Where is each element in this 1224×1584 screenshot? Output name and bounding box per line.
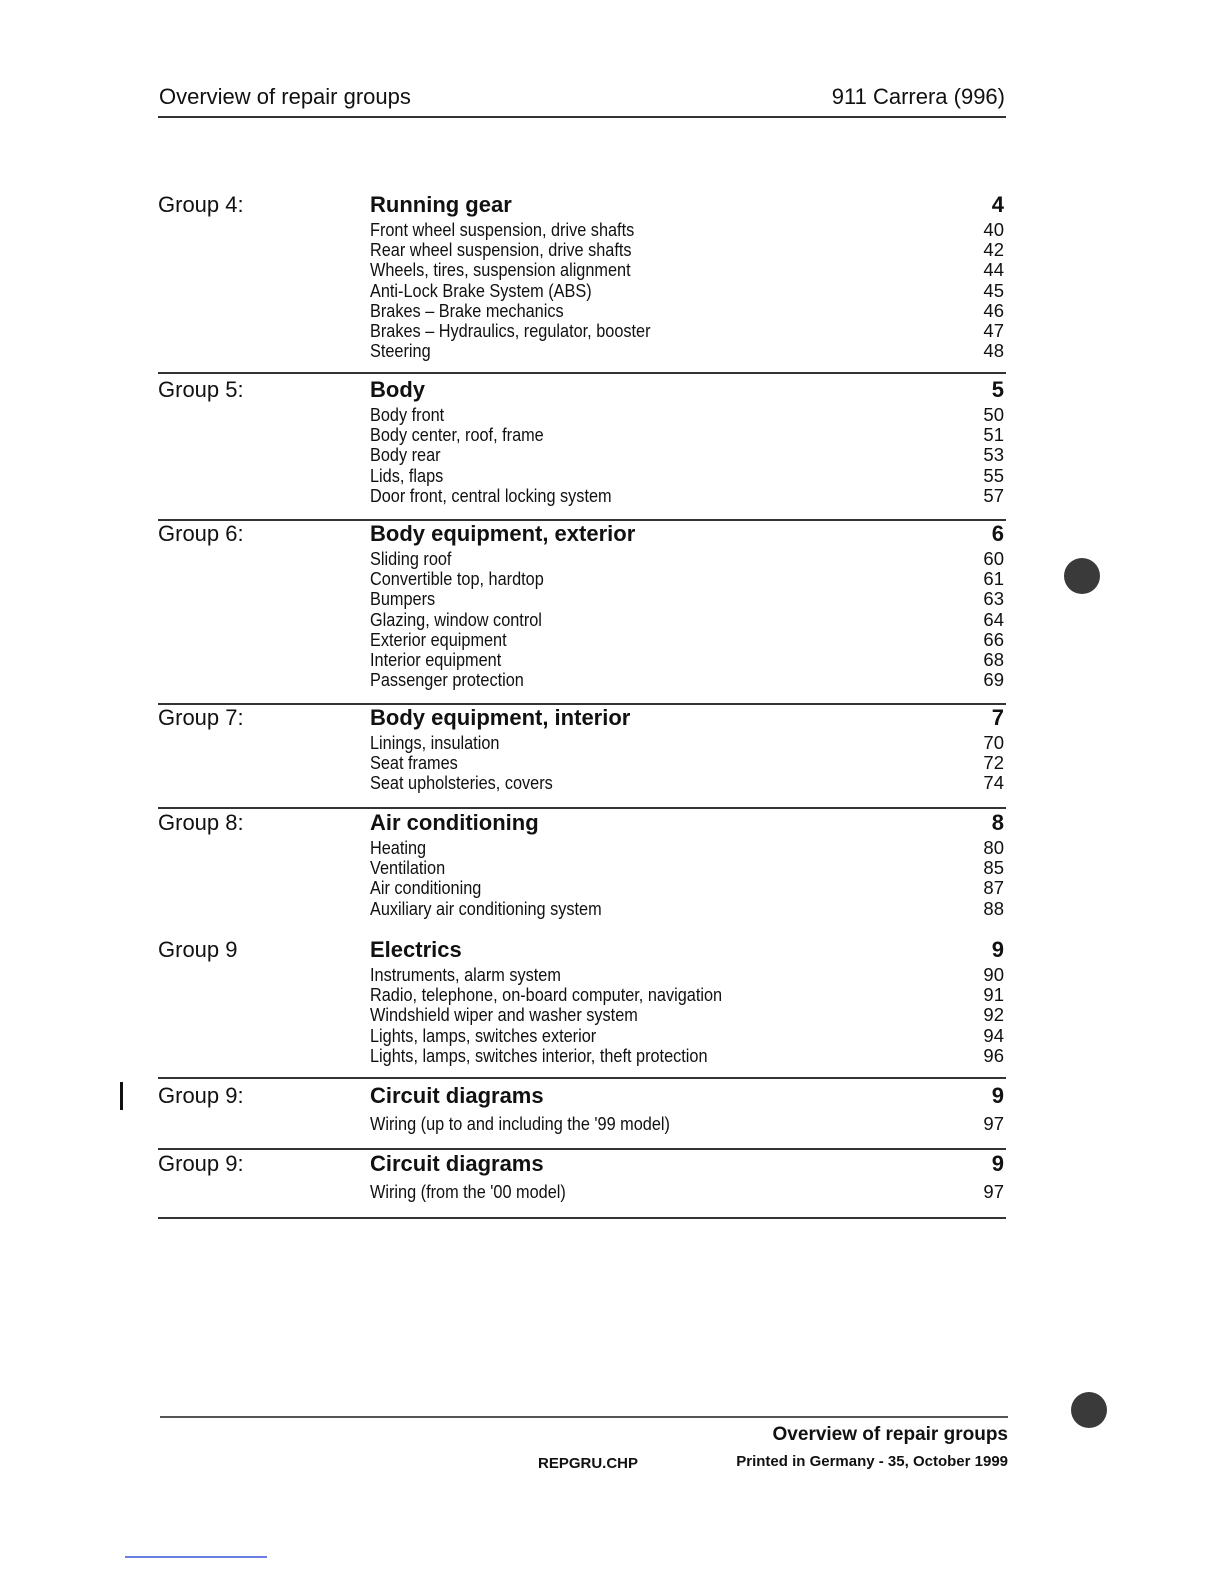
list-item bbox=[370, 445, 1006, 465]
item-label: Passenger protection bbox=[370, 669, 524, 691]
item-number: 45 bbox=[983, 279, 1004, 301]
list-item bbox=[370, 240, 1006, 260]
item-number: 64 bbox=[983, 608, 1004, 630]
group-number: 8 bbox=[991, 810, 1004, 835]
item-label: Air conditioning bbox=[370, 877, 482, 899]
group-number: 9 bbox=[991, 937, 1004, 962]
item-label: Glazing, window control bbox=[370, 608, 542, 630]
list-item bbox=[370, 301, 1006, 321]
list-item bbox=[370, 569, 1006, 589]
item-number: 96 bbox=[983, 1044, 1004, 1066]
binder-hole-icon bbox=[1071, 1392, 1107, 1428]
list-item bbox=[370, 878, 1006, 898]
item-label: Anti-Lock Brake System (ABS) bbox=[370, 279, 592, 301]
item-number: 90 bbox=[983, 964, 1004, 985]
list-item bbox=[370, 753, 1006, 773]
item-number: 48 bbox=[983, 340, 1004, 362]
item-number: 63 bbox=[983, 588, 1004, 610]
group-number: 5 bbox=[991, 377, 1004, 402]
group-items bbox=[370, 1182, 1006, 1202]
item-number: 47 bbox=[983, 319, 1004, 341]
item-label: Auxiliary air conditioning system bbox=[370, 897, 602, 919]
item-number: 97 bbox=[983, 1113, 1004, 1134]
list-item bbox=[370, 486, 1006, 506]
list-item bbox=[370, 1026, 1006, 1046]
item-label: Door front, central locking system bbox=[370, 484, 612, 506]
group-items bbox=[370, 733, 1006, 794]
item-label: Seat frames bbox=[370, 752, 458, 774]
item-label: Front wheel suspension, drive shafts bbox=[370, 219, 635, 240]
group-number: 9 bbox=[991, 1151, 1004, 1176]
footer-title: Overview of repair groups bbox=[772, 1424, 1008, 1445]
group-title: Running gear bbox=[370, 192, 512, 217]
group-title: Circuit diagrams bbox=[370, 1151, 544, 1176]
group-number: 4 bbox=[991, 192, 1004, 217]
footer-rule bbox=[160, 1416, 1008, 1418]
item-number: 44 bbox=[983, 259, 1004, 281]
item-label: Rear wheel suspension, drive shafts bbox=[370, 239, 632, 261]
group-divider bbox=[158, 1148, 1006, 1150]
item-number: 60 bbox=[983, 548, 1004, 569]
group-label: Group 7: bbox=[158, 705, 244, 730]
item-number: 50 bbox=[983, 404, 1004, 425]
group-title: Electrics bbox=[370, 937, 462, 962]
item-number: 55 bbox=[983, 464, 1004, 486]
footer-filename: REPGRU.CHP bbox=[538, 1455, 639, 1472]
item-label: Lids, flaps bbox=[370, 464, 444, 486]
list-item bbox=[370, 549, 1006, 569]
item-label: Convertible top, hardtop bbox=[370, 568, 544, 590]
group-items bbox=[370, 405, 1006, 506]
item-number: 88 bbox=[983, 897, 1004, 919]
list-item bbox=[370, 858, 1006, 878]
item-number: 87 bbox=[983, 877, 1004, 899]
item-number: 46 bbox=[983, 299, 1004, 321]
list-item bbox=[370, 838, 1006, 858]
item-number: 91 bbox=[983, 984, 1004, 1006]
group-title: Air conditioning bbox=[370, 810, 539, 835]
item-label: Radio, telephone, on-board computer, navigation bbox=[370, 984, 723, 1006]
item-label: Wiring (up to and including the '99 model) bbox=[370, 1113, 670, 1134]
group-label: Group 9 bbox=[158, 937, 238, 962]
item-label: Bumpers bbox=[370, 588, 436, 610]
group-divider bbox=[158, 807, 1006, 809]
group-label: Group 6: bbox=[158, 521, 244, 546]
list-item bbox=[370, 610, 1006, 630]
list-item bbox=[370, 220, 1006, 240]
binder-hole-icon bbox=[1064, 558, 1100, 594]
group-items bbox=[370, 549, 1006, 690]
item-label: Heating bbox=[370, 837, 427, 858]
group-label: Group 8: bbox=[158, 810, 244, 835]
item-label: Wiring (from the '00 model) bbox=[370, 1181, 566, 1202]
group-divider bbox=[158, 1077, 1006, 1079]
item-label: Exterior equipment bbox=[370, 628, 507, 650]
item-label: Body rear bbox=[370, 444, 441, 466]
group-divider bbox=[158, 1217, 1006, 1219]
item-number: 40 bbox=[983, 219, 1004, 240]
group-items bbox=[370, 965, 1006, 1066]
list-item bbox=[370, 260, 1006, 280]
group-label: Group 4: bbox=[158, 192, 244, 217]
item-number: 53 bbox=[983, 444, 1004, 466]
list-item bbox=[370, 341, 1006, 361]
list-item bbox=[370, 425, 1006, 445]
list-item bbox=[370, 589, 1006, 609]
group-label: Group 9: bbox=[158, 1083, 244, 1108]
group-divider bbox=[158, 372, 1006, 374]
footer-print-info: Printed in Germany - 35, October 1999 bbox=[736, 1453, 1008, 1470]
item-number: 61 bbox=[983, 568, 1004, 590]
group-number: 9 bbox=[991, 1083, 1004, 1108]
group-items bbox=[370, 1114, 1006, 1134]
list-item bbox=[370, 321, 1006, 341]
group-label: Group 9: bbox=[158, 1151, 244, 1176]
group-items bbox=[370, 838, 1006, 919]
list-item bbox=[370, 466, 1006, 486]
group-title: Body bbox=[370, 377, 425, 402]
item-number: 70 bbox=[983, 732, 1004, 753]
item-label: Lights, lamps, switches exterior bbox=[370, 1024, 597, 1046]
item-number: 85 bbox=[983, 857, 1004, 879]
list-item bbox=[370, 1005, 1006, 1025]
item-label: Ventilation bbox=[370, 857, 446, 879]
item-number: 69 bbox=[983, 669, 1004, 691]
page-header-model: 911 Carrera (996) bbox=[831, 84, 1005, 109]
item-number: 66 bbox=[983, 628, 1004, 650]
header-rule bbox=[158, 116, 1006, 118]
list-item bbox=[370, 1046, 1006, 1066]
item-label: Brakes – Hydraulics, regulator, booster bbox=[370, 319, 651, 341]
item-number: 68 bbox=[983, 648, 1004, 670]
list-item bbox=[370, 1182, 1006, 1202]
group-label: Group 5: bbox=[158, 377, 244, 402]
item-label: Brakes – Brake mechanics bbox=[370, 299, 564, 321]
item-label: Wheels, tires, suspension alignment bbox=[370, 259, 631, 281]
list-item bbox=[370, 670, 1006, 690]
group-number: 6 bbox=[991, 521, 1004, 546]
list-item bbox=[370, 773, 1006, 793]
item-number: 80 bbox=[983, 837, 1004, 858]
list-item bbox=[370, 985, 1006, 1005]
item-label: Body front bbox=[370, 404, 445, 425]
item-label: Body center, roof, frame bbox=[370, 424, 544, 446]
item-label: Sliding roof bbox=[370, 548, 452, 569]
item-number: 51 bbox=[983, 424, 1004, 446]
item-label: Interior equipment bbox=[370, 648, 502, 670]
item-number: 94 bbox=[983, 1024, 1004, 1046]
group-title: Body equipment, exterior bbox=[370, 521, 636, 546]
item-label: Windshield wiper and washer system bbox=[370, 1004, 638, 1026]
group-items bbox=[370, 220, 1006, 361]
list-item bbox=[370, 733, 1006, 753]
revision-change-bar bbox=[120, 1082, 123, 1110]
item-label: Steering bbox=[370, 340, 431, 362]
page-header-title: Overview of repair groups bbox=[159, 84, 411, 109]
corner-line bbox=[125, 1556, 267, 1558]
list-item bbox=[370, 965, 1006, 985]
group-number: 7 bbox=[991, 705, 1004, 730]
list-item bbox=[370, 650, 1006, 670]
list-item bbox=[370, 1114, 1006, 1134]
item-label: Lights, lamps, switches interior, theft protection bbox=[370, 1044, 708, 1066]
item-number: 42 bbox=[983, 239, 1004, 261]
group-title: Body equipment, interior bbox=[370, 705, 631, 730]
list-item bbox=[370, 630, 1006, 650]
list-item bbox=[370, 405, 1006, 425]
item-number: 74 bbox=[983, 772, 1004, 794]
list-item bbox=[370, 899, 1006, 919]
item-label: Seat upholsteries, covers bbox=[370, 772, 553, 794]
item-label: Linings, insulation bbox=[370, 732, 500, 753]
item-number: 92 bbox=[983, 1004, 1004, 1026]
item-label: Instruments, alarm system bbox=[370, 964, 561, 985]
item-number: 72 bbox=[983, 752, 1004, 774]
group-title: Circuit diagrams bbox=[370, 1083, 544, 1108]
item-number: 57 bbox=[983, 484, 1004, 506]
list-item bbox=[370, 281, 1006, 301]
item-number: 97 bbox=[983, 1181, 1004, 1202]
